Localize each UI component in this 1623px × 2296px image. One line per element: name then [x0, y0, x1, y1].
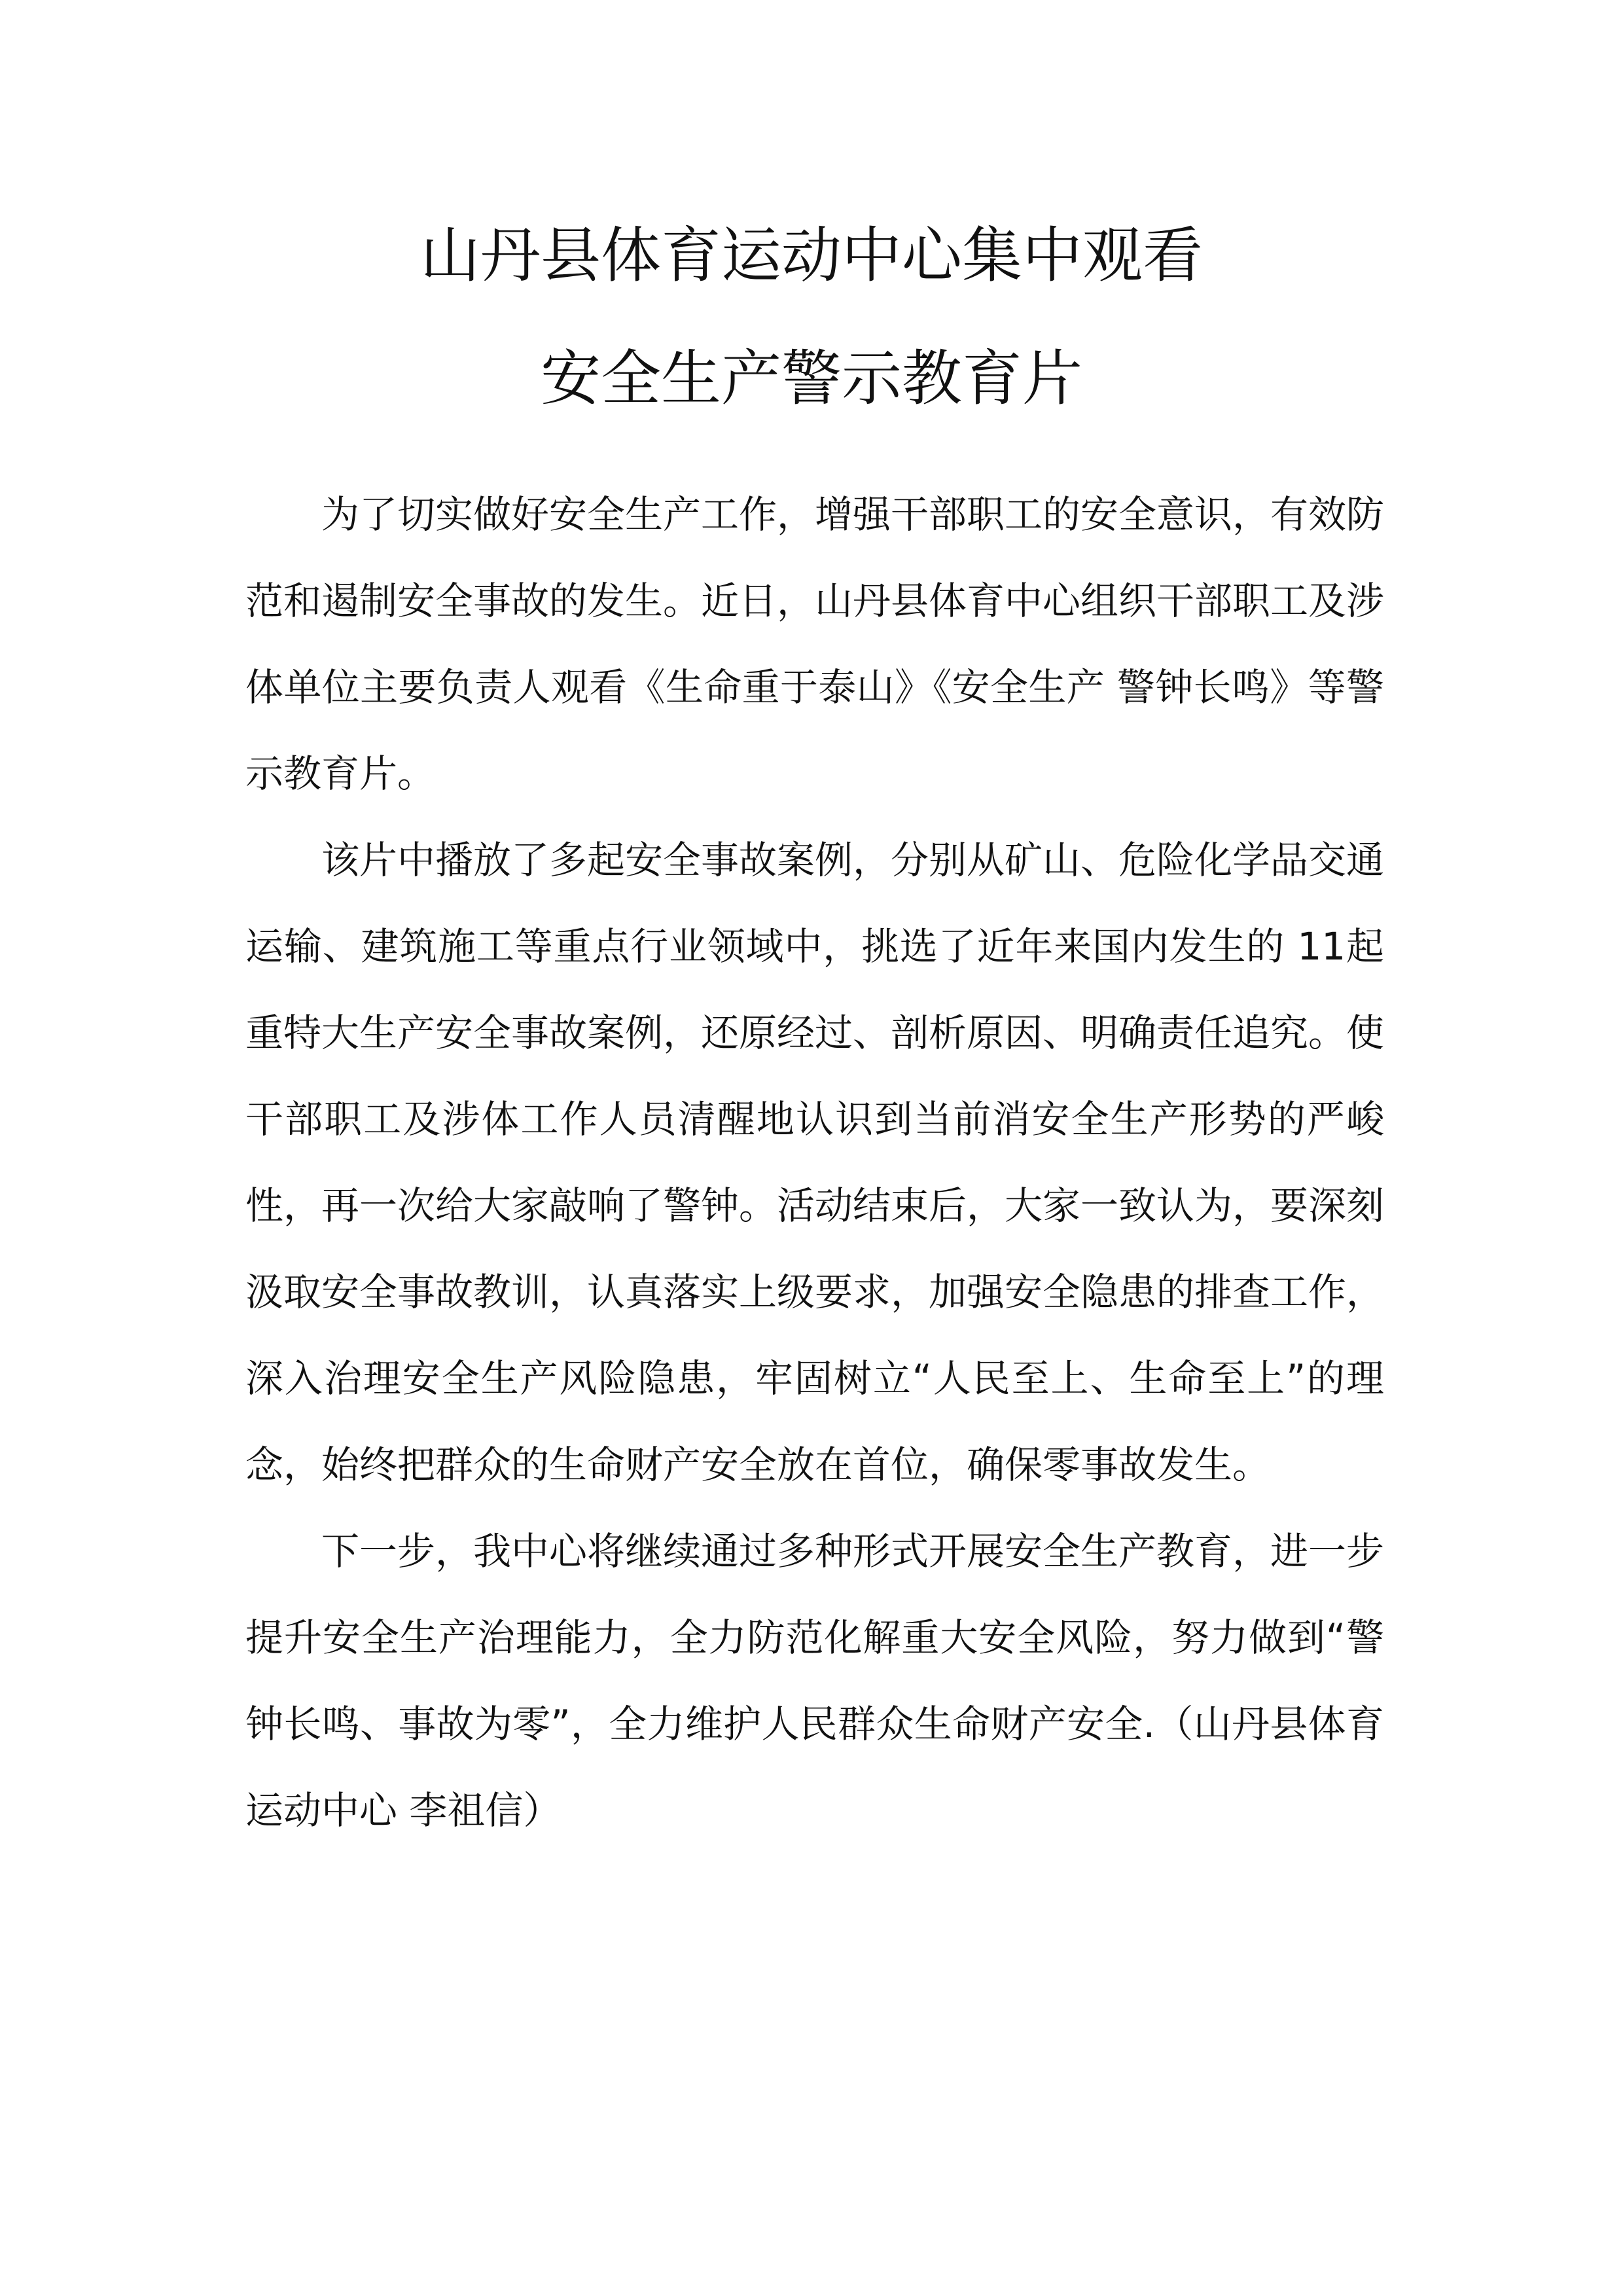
document-title-line-2: 安全生产警示教育片 [540, 344, 1082, 414]
paragraph-2: 该片中播放了多起安全事故案例，分别从矿山、危险化学品交通运输、建筑施工等重点行业领域中，挑选了近年来国内发生的 11起重特大生产安全事故案例，还原经过、剖析原因、明确责任追究。使干部职工及涉体工作人员清醒地认识到当前消安全生产形势的严峻性，再一次给大家敲响了警钟。活动结束后，大家一致认为，要深刻汲取安全事故教训，认真落实上级要求，加强安全隐患的排查工作，深入治理安全生产风险隐患，牢固树立“人民至上、生命至上”的理念，始终把群众的生命财产安全放在首位，确保零事故发生。 [245, 838, 1385, 1487]
document-body [245, 471, 1384, 1854]
paragraph-3: 下一步，我中心将继续通过多种形式开展安全生产教育，进一步提升安全生产治理能力，全力防范化解重大安全风险，努力做到“警钟长鸣、事故为零”，全力维护人民群众生命财产安全.（山丹县体育运动中心 李祖信） [245, 1529, 1385, 1833]
document-title-line-1: 山丹县体育运动中心集中观看 [419, 221, 1203, 291]
paragraph-1: 为了切实做好安全生产工作，增强干部职工的安全意识，有效防范和遏制安全事故的发生。近日，山丹县体育中心组织干部职工及涉体单位主要负责人观看《生命重于泰山》《安全生产 警钟长鸣》等警示教育片。 [245, 492, 1385, 796]
